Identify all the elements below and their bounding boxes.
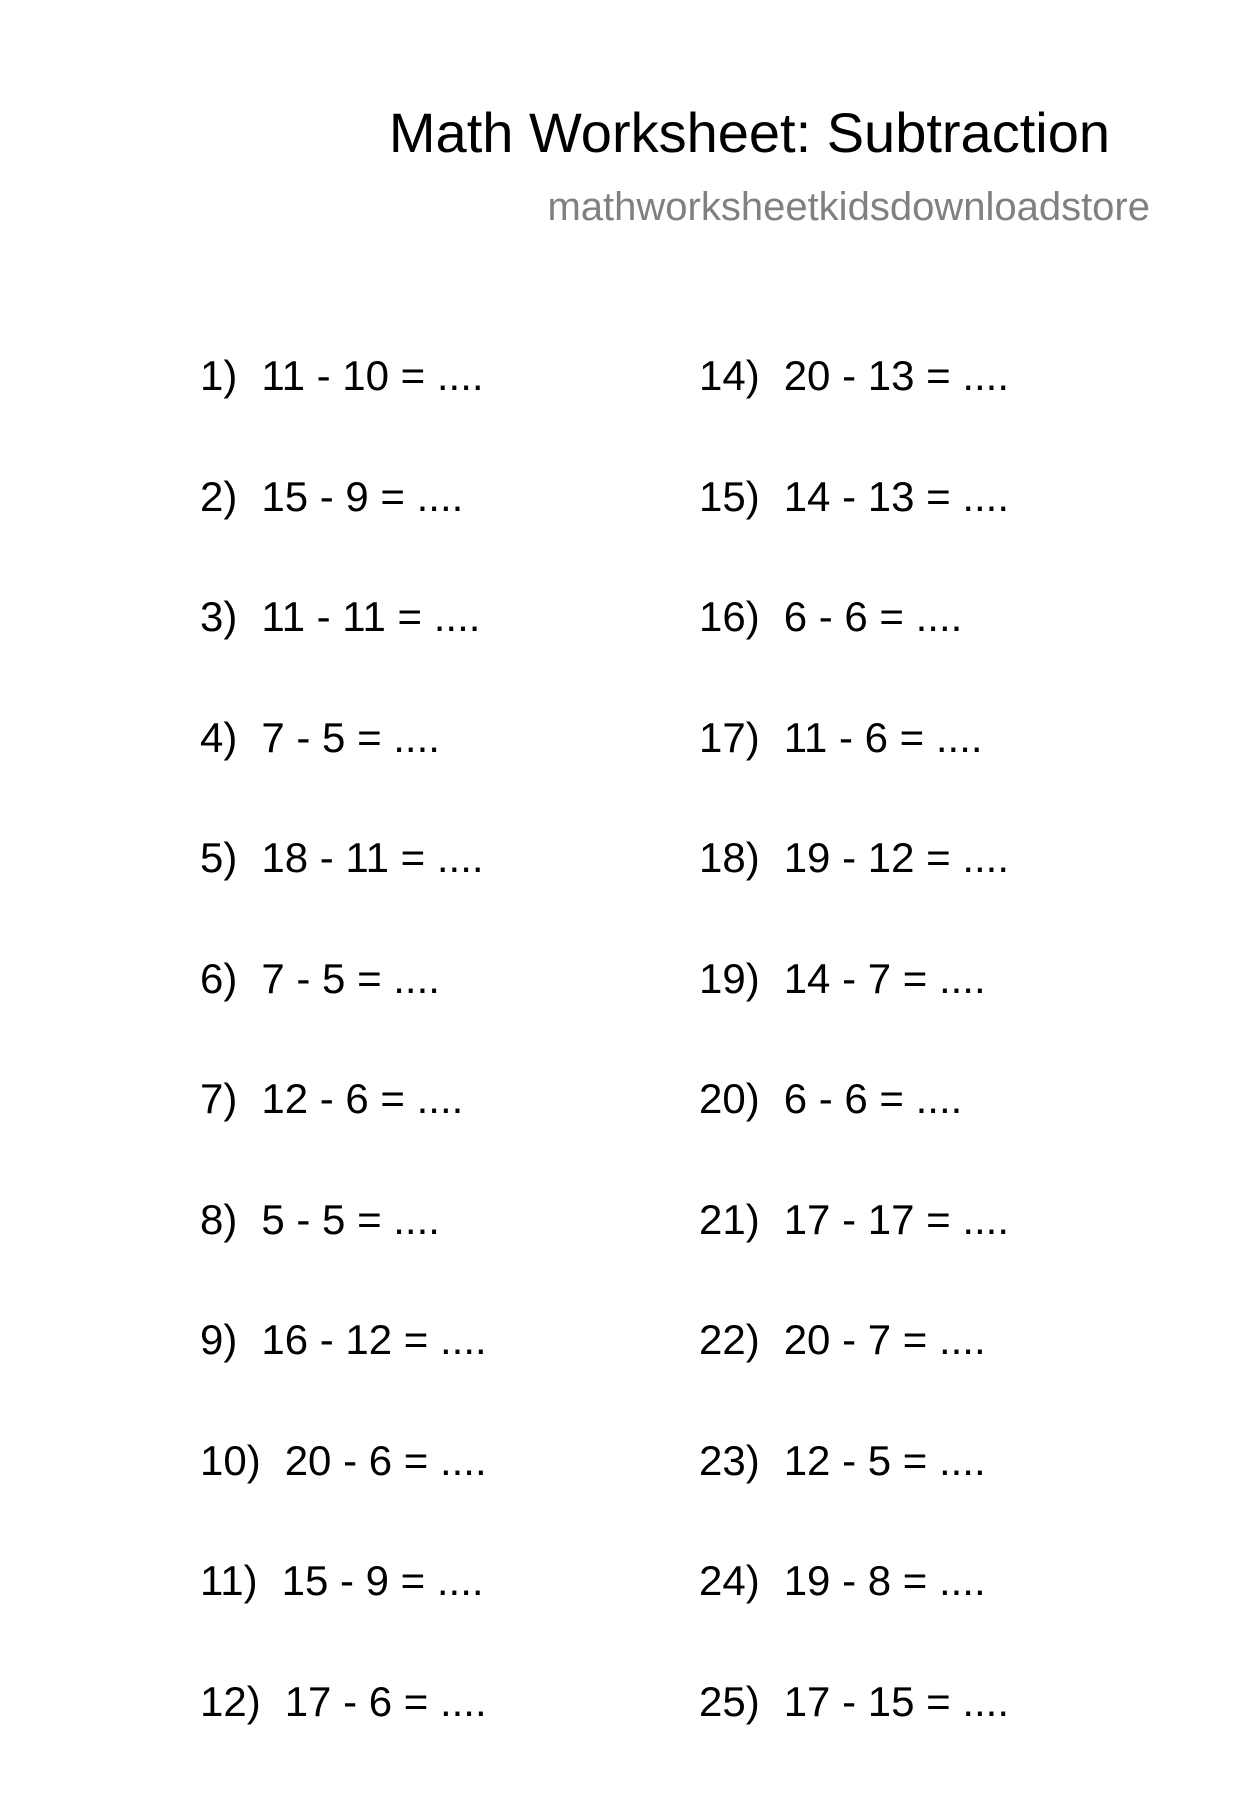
problem-item bbox=[699, 1193, 1169, 1314]
problem-item bbox=[699, 349, 1169, 470]
problem-number: 21) bbox=[699, 1193, 760, 1247]
problem-expression: 7 - 5 = .... bbox=[261, 952, 440, 1006]
problem-item bbox=[699, 1434, 1169, 1555]
problem-number: 16) bbox=[699, 590, 760, 644]
problem-number: 10) bbox=[200, 1434, 261, 1488]
problem-expression: 11 - 10 = .... bbox=[261, 349, 483, 403]
problem-item bbox=[200, 1193, 670, 1314]
problem-column-right bbox=[699, 349, 1169, 1795]
problem-number: 1) bbox=[200, 349, 237, 403]
problem-number: 15) bbox=[699, 470, 760, 524]
problem-item bbox=[200, 711, 670, 832]
problem-item bbox=[699, 1313, 1169, 1434]
problem-expression: 20 - 7 = .... bbox=[784, 1313, 986, 1367]
problem-item bbox=[200, 831, 670, 952]
problem-item bbox=[200, 1434, 670, 1555]
problem-number: 18) bbox=[699, 831, 760, 885]
problem-item bbox=[699, 1554, 1169, 1675]
problem-number: 2) bbox=[200, 470, 237, 524]
problem-expression: 18 - 11 = .... bbox=[261, 831, 483, 885]
problem-item bbox=[699, 1072, 1169, 1193]
problem-number: 20) bbox=[699, 1072, 760, 1126]
problem-expression: 11 - 6 = .... bbox=[784, 711, 983, 765]
problem-number: 8) bbox=[200, 1193, 237, 1247]
problem-expression: 5 - 5 = .... bbox=[261, 1193, 440, 1247]
problem-item bbox=[200, 952, 670, 1073]
problem-expression: 16 - 12 = .... bbox=[261, 1313, 486, 1367]
problem-expression: 6 - 6 = .... bbox=[784, 590, 963, 644]
problem-item bbox=[699, 952, 1169, 1073]
problem-expression: 12 - 5 = .... bbox=[784, 1434, 986, 1488]
problem-expression: 17 - 15 = .... bbox=[784, 1675, 1009, 1729]
problem-number: 4) bbox=[200, 711, 237, 765]
problem-number: 25) bbox=[699, 1675, 760, 1729]
page-title: Math Worksheet: Subtraction bbox=[389, 98, 1110, 168]
problem-number: 5) bbox=[200, 831, 237, 885]
problem-expression: 19 - 8 = .... bbox=[784, 1554, 986, 1608]
problem-item bbox=[200, 470, 670, 591]
problem-item bbox=[699, 590, 1169, 711]
problem-expression: 15 - 9 = .... bbox=[282, 1554, 484, 1608]
problem-expression: 7 - 5 = .... bbox=[261, 711, 440, 765]
problem-expression: 6 - 6 = .... bbox=[784, 1072, 963, 1126]
problem-item bbox=[200, 1072, 670, 1193]
problem-number: 12) bbox=[200, 1675, 261, 1729]
problem-number: 7) bbox=[200, 1072, 237, 1126]
problem-number: 22) bbox=[699, 1313, 760, 1367]
problem-item bbox=[699, 711, 1169, 832]
problem-expression: 14 - 13 = .... bbox=[784, 470, 1009, 524]
problem-expression: 15 - 9 = .... bbox=[261, 470, 463, 524]
problem-number: 23) bbox=[699, 1434, 760, 1488]
problem-expression: 19 - 12 = .... bbox=[784, 831, 1009, 885]
problem-number: 14) bbox=[699, 349, 760, 403]
problem-expression: 20 - 13 = .... bbox=[784, 349, 1009, 403]
problem-item bbox=[699, 1675, 1169, 1795]
problem-expression: 11 - 11 = .... bbox=[261, 590, 480, 644]
problem-item bbox=[200, 1313, 670, 1434]
problem-column-left bbox=[200, 349, 670, 1795]
problem-item bbox=[699, 831, 1169, 952]
problem-expression: 14 - 7 = .... bbox=[784, 952, 986, 1006]
problem-number: 17) bbox=[699, 711, 760, 765]
problem-expression: 17 - 17 = .... bbox=[784, 1193, 1009, 1247]
problem-expression: 20 - 6 = .... bbox=[285, 1434, 487, 1488]
problem-number: 3) bbox=[200, 590, 237, 644]
problem-number: 6) bbox=[200, 952, 237, 1006]
problem-number: 24) bbox=[699, 1554, 760, 1608]
problem-item bbox=[200, 590, 670, 711]
problem-item bbox=[200, 1675, 670, 1795]
problem-item bbox=[200, 349, 670, 470]
problem-expression: 17 - 6 = .... bbox=[285, 1675, 487, 1729]
problem-expression: 12 - 6 = .... bbox=[261, 1072, 463, 1126]
problem-number: 9) bbox=[200, 1313, 237, 1367]
page-subtitle: mathworksheetkidsdownloadstore bbox=[547, 183, 1150, 231]
problem-number: 11) bbox=[200, 1554, 258, 1608]
problem-item bbox=[200, 1554, 670, 1675]
problem-number: 19) bbox=[699, 952, 760, 1006]
problem-item bbox=[699, 470, 1169, 591]
